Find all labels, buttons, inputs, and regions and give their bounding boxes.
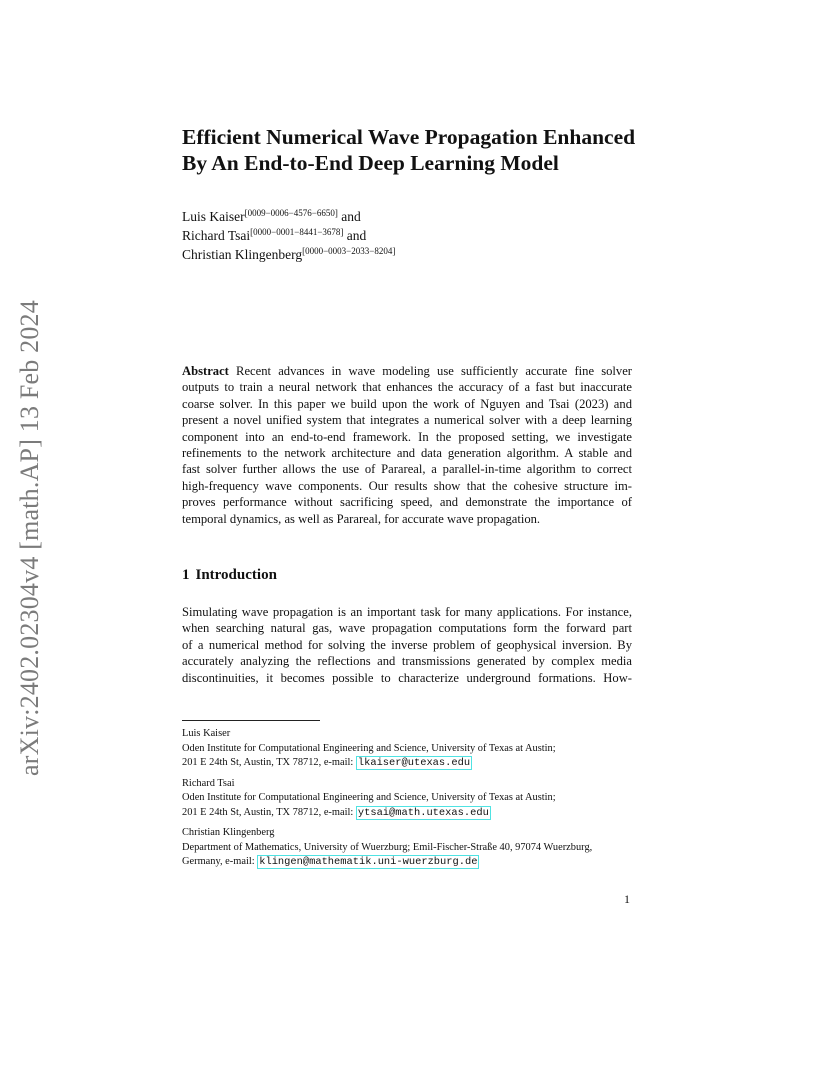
orcid-id[interactable]: [0000−0001−8441−3678]	[250, 227, 344, 237]
introduction-paragraph	[182, 604, 632, 686]
author-conjunction: and	[343, 228, 367, 243]
title-line-2: By An End-to-End Deep Learning Model	[182, 151, 559, 175]
abstract-text: Recent advances in wave modeling use sufficiently accurate fine solver	[228, 364, 632, 378]
address-text: 201 E 24th St, Austin, TX 78712, e-mail:	[182, 806, 356, 818]
section-number: 1	[182, 567, 190, 583]
orcid-id[interactable]: [0000−0003−2033−8204]	[302, 246, 396, 256]
affiliation-entry	[182, 727, 642, 771]
footnote-divider	[182, 720, 320, 721]
abstract-line: refinements to the network architecture and data generation algorithm. A stable and	[182, 446, 632, 461]
abstract-line: present a novel unified system that integrates a numerical solver with a deep learning	[182, 413, 632, 428]
affiliation-address	[182, 806, 642, 821]
paper-title	[182, 124, 652, 176]
orcid-id[interactable]: [0009−0006−4576−6650]	[244, 208, 338, 218]
abstract-line: high-frequency wave components. Our results show that the cohesive structure im-	[182, 478, 632, 493]
abstract-line: proves performance without sacrificing speed, and demonstrate the importance of	[182, 495, 632, 510]
affiliation-institution: Department of Mathematics, University of Wuerzburg; Emil-Fischer-Straße 40, 97074 Wuerzburg,	[182, 841, 593, 853]
abstract-line: temporal dynamics, as well as Parareal, for accurate wave propagation.	[182, 511, 541, 526]
author-affiliations	[182, 727, 642, 876]
abstract-line: outputs to train a neural network that enhances the accuracy of a fast but inaccurate	[182, 380, 632, 395]
affiliation-name: Richard Tsai	[182, 777, 235, 789]
arxiv-identifier-stamp[interactable]: arXiv:2402.02304v4 [math.AP] 13 Feb 2024	[15, 300, 44, 776]
affiliation-entry	[182, 826, 642, 870]
author-conjunction: and	[337, 209, 361, 224]
affiliation-address	[182, 756, 642, 771]
affiliation-institution: Oden Institute for Computational Engineering and Science, University of Texas at Austin;	[182, 742, 556, 754]
author-name: Christian Klingenberg	[182, 247, 303, 262]
author-entry	[182, 246, 642, 265]
address-text: Germany, e-mail:	[182, 856, 258, 867]
affiliation-entry	[182, 777, 642, 821]
abstract-heading: Abstract	[182, 364, 229, 378]
section-title: Introduction	[195, 567, 277, 583]
paragraph-line: Simulating wave propagation is an important task for many applications. For instance,	[182, 605, 632, 619]
affiliation-name: Christian Klingenberg	[182, 827, 275, 838]
author-entry	[182, 208, 642, 227]
abstract	[182, 363, 632, 527]
abstract-line: component into an end-to-end framework. In the proposed setting, we investigate	[182, 429, 632, 444]
email-link[interactable]: ytsai@math.utexas.edu	[357, 806, 489, 819]
abstract-line: coarse solver. In this paper we build upon the work of Nguyen and Tsai (2023) and	[182, 396, 632, 411]
author-entry	[182, 227, 642, 246]
email-link[interactable]: klingen@mathematik.uni-wuerzburg.de	[259, 856, 478, 868]
page-number: 1	[624, 892, 630, 906]
paragraph-line: when searching natural gas, wave propagation computations form the forward part	[182, 621, 632, 636]
address-text: 201 E 24th St, Austin, TX 78712, e-mail:	[182, 757, 356, 768]
section-heading	[182, 567, 277, 584]
abstract-line: fast solver further allows the use of Parareal, a parallel-in-time algorithm to correct	[182, 462, 632, 477]
paragraph-line: accurately analyzing the reflections and transmissions generated by complex media	[182, 654, 632, 669]
title-line-1: Efficient Numerical Wave Propagation Enhanced	[182, 125, 636, 149]
paragraph-line: discontinuities, it becomes possible to characterize underground formations. How-	[182, 670, 632, 685]
author-name: Richard Tsai	[182, 228, 251, 243]
paragraph-line: of a numerical method for solving the inverse problem of geophysical inversion. By	[182, 637, 632, 652]
abstract-line	[182, 363, 632, 379]
affiliation-institution: Oden Institute for Computational Engineering and Science, University of Texas at Austin;	[182, 792, 556, 803]
affiliation-address	[182, 855, 642, 870]
author-name: Luis Kaiser	[182, 209, 245, 224]
author-list	[182, 208, 642, 265]
email-link[interactable]: lkaiser@utexas.edu	[357, 757, 471, 769]
affiliation-name: Luis Kaiser	[182, 728, 231, 739]
